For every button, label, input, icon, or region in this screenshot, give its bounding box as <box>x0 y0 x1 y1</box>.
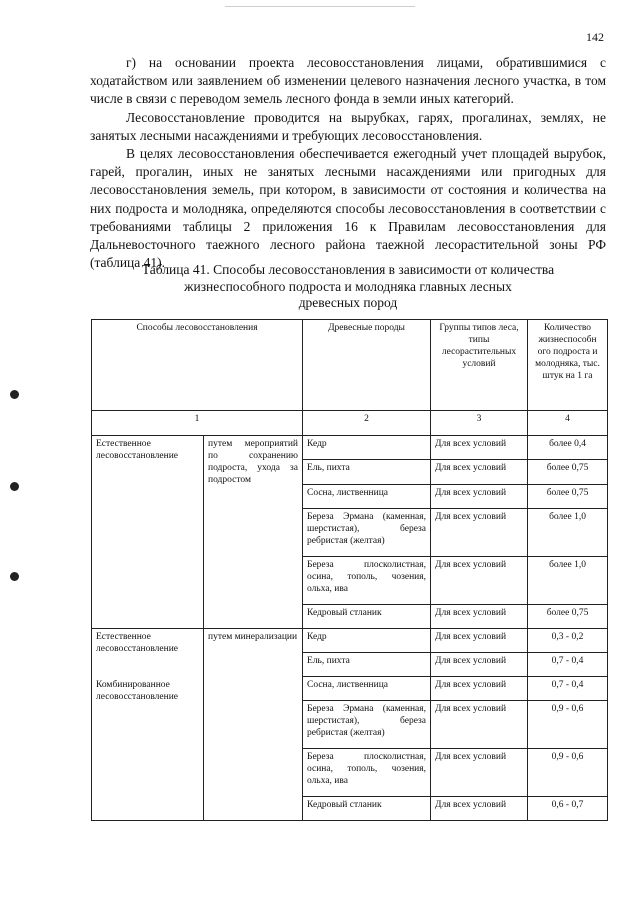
reforestation-table <box>91 319 608 821</box>
paragraph: г) на основании проекта лесовосстановления лицами, обратившимися с ходатайством или заявлением об изменении целевого назначения лесного участка, в том числе в связи с переводом земель лесного фонда в земли иных категорий. <box>90 55 606 107</box>
table-caption <box>90 262 606 312</box>
value-cell: 0,7 - 0,4 <box>528 677 608 701</box>
species-cell: Кедр <box>303 436 431 460</box>
value-cell: 0,9 - 0,6 <box>528 749 608 797</box>
group-cell: Для всех условий <box>431 557 528 605</box>
group-cell: Для всех условий <box>431 460 528 485</box>
species-cell: Береза Эрмана (каменная, шерстистая), береза ребристая (желтая) <box>303 701 431 749</box>
group-cell: Для всех условий <box>431 436 528 460</box>
value-cell: более 0,75 <box>528 460 608 485</box>
value-cell: 0,6 - 0,7 <box>528 797 608 821</box>
group-cell: Для всех условий <box>431 677 528 701</box>
species-cell: Береза плосколистная, осина, тополь, чозения, ольха, ива <box>303 749 431 797</box>
method-name: Естественное лесовосстановление <box>96 632 179 654</box>
species-cell: Береза плосколистная, осина, тополь, чозения, ольха, ива <box>303 557 431 605</box>
value-cell: 0,9 - 0,6 <box>528 701 608 749</box>
scan-edge-line <box>225 6 415 7</box>
header-groups: Группы типов леса, типы лесорастительных условий <box>431 320 528 411</box>
column-number-row <box>92 411 608 436</box>
measure-cell: путем минерализации <box>204 629 303 821</box>
header-species: Древесные породы <box>303 320 431 411</box>
column-number: 2 <box>303 411 431 436</box>
column-number: 4 <box>528 411 608 436</box>
species-cell: Кедр <box>303 629 431 653</box>
method-cell: Естественное лесовосстановление <box>92 436 204 629</box>
value-cell: 0,7 - 0,4 <box>528 653 608 677</box>
species-cell: Береза Эрмана (каменная, шерстистая), береза ребристая (желтая) <box>303 509 431 557</box>
column-number: 1 <box>92 411 303 436</box>
column-number: 3 <box>431 411 528 436</box>
value-cell: более 1,0 <box>528 509 608 557</box>
group-cell: Для всех условий <box>431 701 528 749</box>
group-cell: Для всех условий <box>431 797 528 821</box>
body-text <box>90 54 606 272</box>
group-cell: Для всех условий <box>431 629 528 653</box>
punch-hole-mark <box>10 482 19 491</box>
spacer <box>96 655 199 679</box>
page-number: 142 <box>586 30 604 44</box>
species-cell: Ель, пихта <box>303 653 431 677</box>
species-cell: Кедровый стланик <box>303 605 431 629</box>
value-cell: более 1,0 <box>528 557 608 605</box>
value-cell: более 0,75 <box>528 605 608 629</box>
species-cell: Кедровый стланик <box>303 797 431 821</box>
group-cell: Для всех условий <box>431 485 528 509</box>
header-methods: Способы лесовосстановления <box>92 320 303 411</box>
table-header-row <box>92 320 608 411</box>
method-cell <box>92 629 204 821</box>
species-cell: Ель, пихта <box>303 460 431 485</box>
punch-hole-mark <box>10 390 19 399</box>
punch-hole-mark <box>10 572 19 581</box>
group-cell: Для всех условий <box>431 749 528 797</box>
method-name: Комбинированное лесовосстановление <box>96 680 179 702</box>
paragraph: Лесовосстановление проводится на вырубках, гарях, прогалинах, землях, не занятых лесными насаждениями и требующих лесовосстановления. <box>90 109 606 143</box>
measure-cell: путем мероприятий по сохранению подроста, ухода за подростом <box>204 436 303 629</box>
group-cell: Для всех условий <box>431 653 528 677</box>
caption-line: Таблица 41. Способы лесовосстановления в зависимости от количества <box>141 262 555 277</box>
header-quantity: Количество жизнеспособн ого подроста и молодняка, тыс. штук на 1 га <box>528 320 608 411</box>
group-cell: Для всех условий <box>431 605 528 629</box>
value-cell: более 0,4 <box>528 436 608 460</box>
value-cell: более 0,75 <box>528 485 608 509</box>
table-row <box>92 629 608 653</box>
species-cell: Сосна, лиственница <box>303 485 431 509</box>
value-cell: 0,3 - 0,2 <box>528 629 608 653</box>
species-cell: Сосна, лиственница <box>303 677 431 701</box>
group-cell: Для всех условий <box>431 509 528 557</box>
paragraph: В целях лесовосстановления обеспечивается ежегодный учет площадей вырубок, гарей, прогалин, иных не занятых лесными насаждениями или пригодных для лесовосстановления земель, при котором, в зависимости от состояния и количества на них подроста и молодняка, определяются способы лесовосстановления в соответствии с требованиями таблицы 2 приложения 16 к Правилам лесовосстановления для Дальневосточного таежного лесного района таежной лесорастительной зоны РФ (таблица 41). <box>90 146 606 271</box>
table-row <box>92 436 608 460</box>
caption-line: древесных пород <box>298 295 398 310</box>
caption-line: жизнеспособного подроста и молодняка главных лесных <box>184 278 512 294</box>
